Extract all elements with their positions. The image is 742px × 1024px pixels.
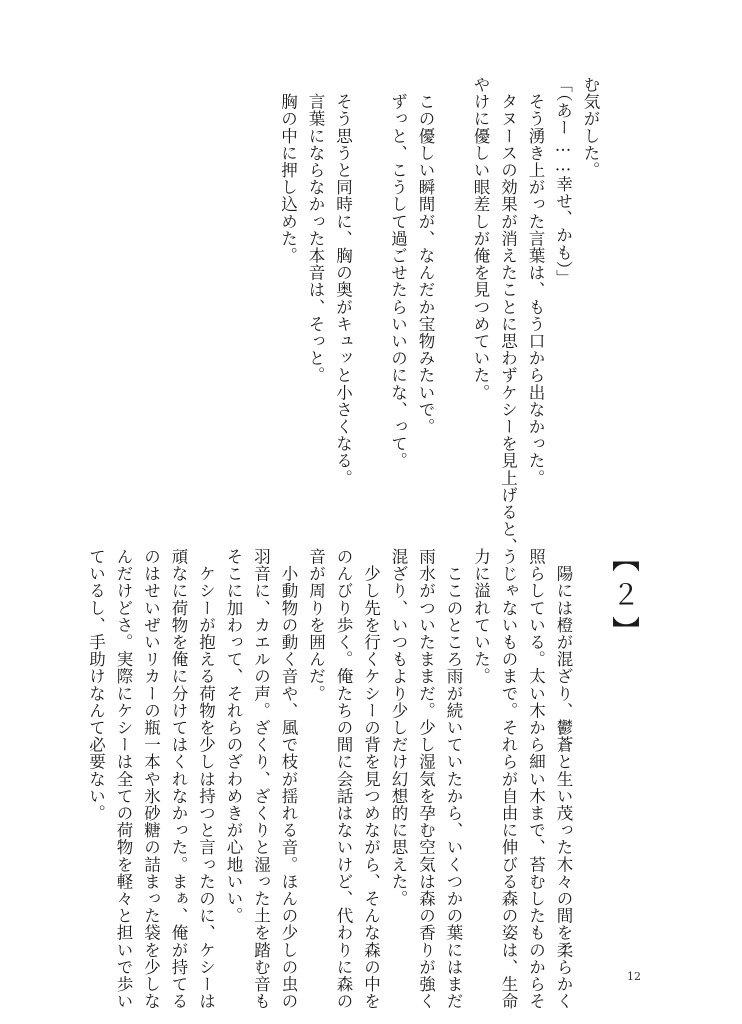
text-line: 胸の中に押し込めた。 <box>278 76 298 265</box>
text-line: ているし、手助けなんて必要ない。 <box>86 548 106 822</box>
text-line: 言葉にならなかった本音は、そっと。 <box>306 76 325 384</box>
text-line: 少し先を行くケシーの背を見つめながら、そんな森の中を <box>361 548 381 1010</box>
text-line: 羽音に、カエルの声。ざくり、ざくりと湿った土を踏む音も <box>251 548 271 1010</box>
text-line: のんびり歩く。俺たちの間に会話はないけど、代わりに森の <box>334 548 353 1010</box>
text-line: 力に溢れていた。 <box>471 548 491 685</box>
text-line: 頑なに荷物を俺に分けてはくれなかった。まぁ、俺が持てる <box>169 548 188 1010</box>
text-line: ケシーが抱える荷物を少しは持つと言ったのに、ケシーは <box>196 548 216 1010</box>
chapter-heading: 【２】 <box>608 544 641 652</box>
text-line: ここのところ雨が続いていたから、いくつかの葉にはまだ <box>444 548 463 1010</box>
text-line: そう思うと同時に、胸の奥がキュッと小さくなる。 <box>333 76 353 487</box>
text-line <box>357 76 385 536</box>
top-text-block <box>274 76 604 555</box>
text-line: タヌースの効果が消えたことに思わずケシーを見上げると、 <box>498 76 518 555</box>
bottom-text-block <box>82 548 577 1010</box>
text-line: 「（あー……幸せ、かも）」 <box>553 76 573 287</box>
text-line: のはせいぜいリカーの瓶一本や氷砂糖の詰まった袋を少しな <box>141 548 161 1010</box>
page-number: 12 <box>627 970 641 983</box>
text-line: やけに優しい眼差しが俺を見つめていた。 <box>471 76 490 401</box>
text-line: んだけどさ。実際にケシーは全ての荷物を軽々と担いで歩い <box>114 548 133 1010</box>
text-line: 照らしている。太い木から細い木まで、苔むしたものからそ <box>526 548 546 1010</box>
text-line: そこに加わって、それらのざわめきが心地いい。 <box>224 548 243 925</box>
text-line: 雨水がついたままだ。少し湿気を孕む空気は森の香りが強く <box>416 548 436 1010</box>
text-line: 小動物の動く音や、風で枝が揺れる音。ほんの少しの虫の <box>279 548 298 1010</box>
text-line <box>439 76 467 536</box>
text-line: 混ざり、いつもより少しだけ幻想的に思えた。 <box>389 548 408 908</box>
text-line: ずっと、こうして過ごせたらいいのにな、って。 <box>388 76 408 470</box>
text-line: む気がした。 <box>581 76 600 179</box>
text-line: うじゃないものまで。それらが自由に伸びる森の姿は、生命 <box>499 548 518 1010</box>
text-line: 陽には橙が混ざり、鬱蒼と生い茂った木々の間を柔らかく <box>554 548 573 1010</box>
text-line: そう湧き上がった言葉は、もう口から出なかった。 <box>526 76 545 487</box>
text-line: 音が周りを囲んだ。 <box>306 548 326 702</box>
text-line: この優しい瞬間が、なんだか宝物みたいで。 <box>416 76 435 436</box>
